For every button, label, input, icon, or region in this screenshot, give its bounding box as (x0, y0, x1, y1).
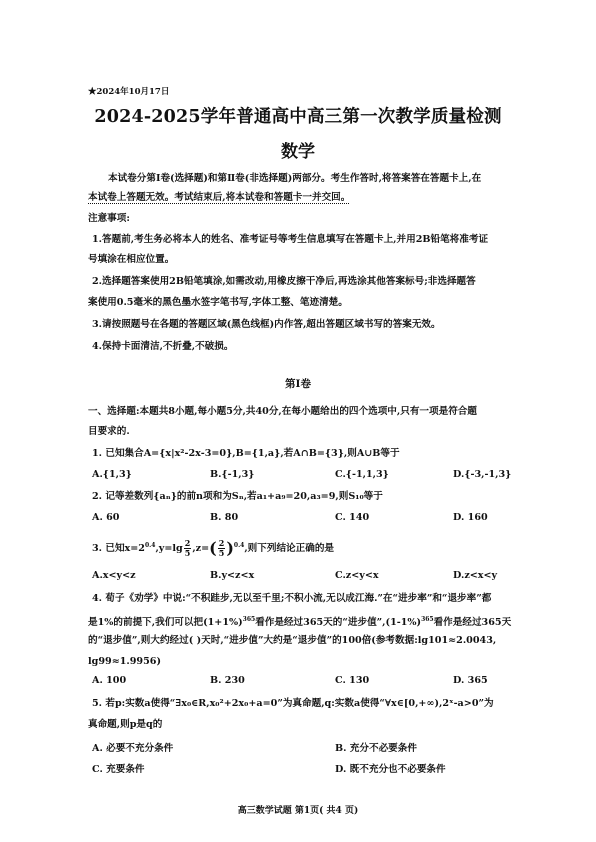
question-4-line-4: lg99≈1.9956) (88, 656, 161, 667)
question-5-line-1: 5. 若p:实数a使得“∃x₀∈R,x₀²+2x₀+a=0”为真命题,q:实数a使得“∀x∈[0,+∞),2ˣ-a>0”为 (92, 698, 494, 709)
question-4-option-a: A. 100 (92, 675, 127, 686)
intro-line-2: 本试卷上答题无效。考试结束后,将本试卷和答题卡一并交回。 (88, 192, 351, 203)
question-4-line-1: 4. 荀子《劝学》中说:“不积跬步,无以至千里;不积小流,无以成江海.”在“进步率”和“退步率”都 (92, 593, 492, 604)
question-2-option-a: A. 60 (92, 512, 120, 523)
page-footer: 高三数学试题 第1页( 共4 页) (237, 806, 359, 816)
question-3-fraction-1: $\frac{2}{5}$ (184, 538, 191, 559)
notice-item-4: 4.保持卡面清洁,不折叠,不破损。 (92, 341, 234, 352)
question-1-option-c: C.{-1,1,3} (335, 469, 389, 480)
question-5-option-a: A. 必要不充分条件 (92, 743, 174, 754)
notice-item-1-line-2: 号填涂在相应位置。 (88, 254, 175, 265)
question-3-suffix: ,则下列结论正确的是 (244, 543, 335, 555)
question-5-line-2: 真命题,则p是q的 (88, 719, 163, 730)
section-instructions-line-2: 目要求的. (88, 426, 130, 437)
question-3-stem: 3. 已知$x=2^{0.4},y=\lg$ $\frac{2}{5}$ ,z=( $\frac{2}{5}$ )$^{0.4}$,则下列结论正确的是 (92, 538, 335, 559)
notice-item-1-line-1: 1.答题前,考生务必将本人的姓名、准考证号等考生信息填写在答题卡上,并用2B铅笔将准考证 (92, 234, 489, 245)
notice-item-2-line-1: 2.选择题答案使用2B铅笔填涂,如需改动,用橡皮擦干净后,再选涂其他答案标号;非选择题答 (92, 276, 476, 287)
question-1-stem: 1. 已知集合A={x|x²-2x-3=0},B={1,a},若A∩B={3},则A∪B等于 (92, 448, 400, 459)
exam-subject: 数学 (281, 142, 315, 162)
question-3-mid-2: ,z= (192, 543, 210, 555)
question-4-line-2: 是1%的前提下,我们可以把$(1+1\%)^{365}$看作是经过365天的“进步值$”,(1-1\%)^{365}$看作是经过365天 (88, 616, 512, 629)
question-1-option-b: B.{-1,3} (210, 469, 255, 480)
question-4-line-3: 的“退步值”,则大约经过( )天时,“进步值”大约是“退步值”的100倍(参考数据:lg101≈2.0043, (88, 635, 497, 646)
intro-line-1: 本试卷分第Ⅰ卷(选择题)和第Ⅱ卷(非选择题)两部分。考生作答时,将答案答在答题卡上,在 (108, 173, 482, 184)
notice-heading: 注意事项: (88, 213, 130, 224)
question-2-option-d: D. 160 (453, 512, 488, 523)
question-3-option-a: A.x<y<z (92, 570, 136, 581)
question-3-mid-1: ,y=lg (155, 543, 183, 555)
question-3-prefix: 3. 已知x=2 (92, 543, 145, 555)
question-2-option-c: C. 140 (335, 512, 370, 523)
question-1-option-a: A.{1,3} (92, 469, 132, 480)
question-3-exponent-2: 0.4 (233, 542, 245, 549)
exam-date: ★2024年10月17日 (88, 87, 170, 97)
question-2-stem: 2. 记等差数列{aₙ}的前n项和为Sₙ,若a₁+a₉=20,a₃=9,则S₁₀等于 (92, 491, 383, 502)
exam-title: 2024-2025学年普通高中高三第一次教学质量检测 (94, 107, 502, 127)
question-4-option-b: B. 230 (210, 675, 245, 686)
section-instructions-line-1: 一、选择题:本题共8小题,每小题5分,共40分,在每小题给出的四个选项中,只有一项是符合题 (88, 406, 477, 417)
question-4-option-c: C. 130 (335, 675, 370, 686)
question-4-option-d: D. 365 (453, 675, 488, 686)
notice-item-2-line-2: 案使用0.5毫米的黑色墨水签字笔书写,字体工整、笔迹清楚。 (88, 297, 348, 308)
question-3-fraction-2: $\frac{2}{5}$ (218, 538, 225, 559)
question-3-option-c: C.z<y<x (335, 570, 379, 581)
notice-item-3: 3.请按照题号在各题的答题区域(黑色线框)内作答,超出答题区域书写的答案无效。 (92, 319, 441, 330)
question-1-option-d: D.{-3,-1,3} (453, 469, 512, 480)
question-3-option-d: D.z<x<y (453, 570, 498, 581)
question-3-exponent-1: 0.4 (144, 542, 156, 549)
question-5-option-c: C. 充要条件 (92, 764, 145, 775)
question-5-option-d: D. 既不充分也不必要条件 (335, 764, 446, 775)
question-5-option-b: B. 充分不必要条件 (335, 743, 417, 754)
section-title: 第Ⅰ卷 (285, 378, 311, 390)
question-2-option-b: B. 80 (210, 512, 239, 523)
question-3-option-b: B.y<z<x (210, 570, 255, 581)
